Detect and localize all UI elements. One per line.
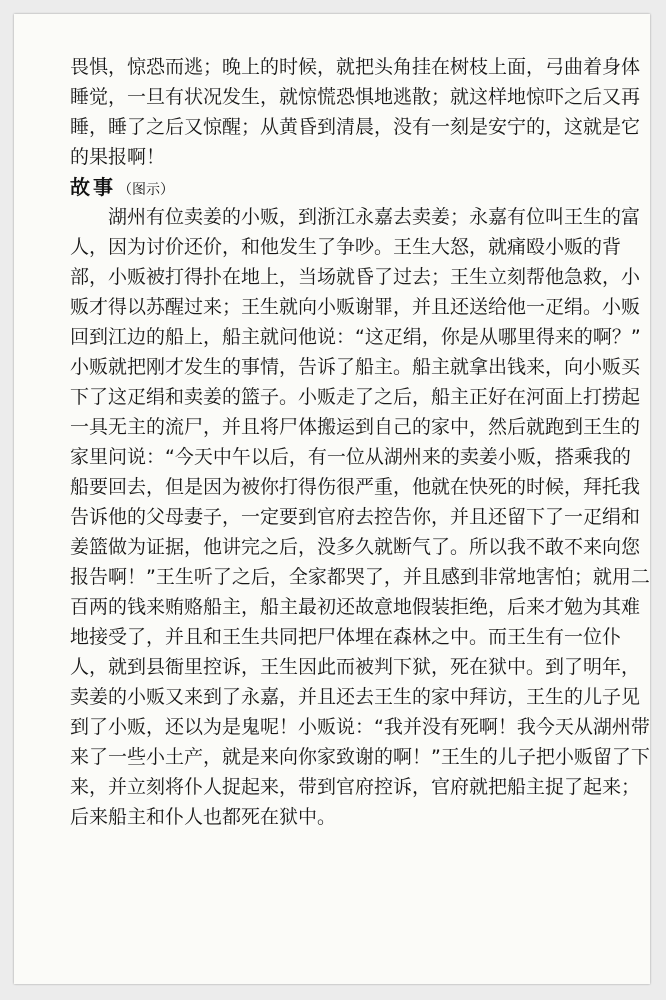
paragraph-line: 部，小贩被打得扑在地上，当场就昏了过去；王生立刻帮他急救，小	[70, 266, 641, 288]
text-block	[70, 52, 650, 832]
paragraph-line: 睡觉，一旦有状况发生，就惊慌恐惧地逃散；就这样地惊吓之后又再	[70, 86, 641, 108]
paragraph-line: 地接受了，并且和王生共同把尸体埋在森林之中。而王生有一位仆	[70, 626, 622, 648]
paragraph-line: 百两的钱来贿赂船主，船主最初还故意地假装拒绝，后来才勉为其难	[70, 596, 641, 618]
paragraph-line: 小贩就把刚才发生的事情，告诉了船主。船主就拿出钱来，向小贩买	[70, 356, 641, 378]
section-heading	[70, 172, 650, 202]
paragraph-line: 人，因为讨价还价，和他发生了争吵。王生大怒，就痛殴小贩的背	[70, 236, 622, 258]
paragraph-line: 睡，睡了之后又惊醒；从黄昏到清晨，没有一刻是安宁的，这就是它	[70, 116, 641, 138]
paragraph-line: 来了一些小土产，就是来向你家致谢的啊！”王生的儿子把小贩留了下	[70, 746, 650, 768]
paragraph-line: 一具无主的流尸，并且将尸体搬运到自己的家中，然后就跑到王生的	[70, 416, 641, 438]
heading-title: 故事	[70, 175, 116, 199]
paragraph-line: 到了小贩，还以为是鬼呢！小贩说：“我并没有死啊！我今天从湖州带	[70, 716, 650, 738]
paragraph-line: 人，就到县衙里控诉，王生因此而被判下狱，死在狱中。到了明年，	[70, 656, 641, 678]
document-page	[14, 14, 650, 984]
paragraph-line: 下了这疋绢和卖姜的篮子。小贩走了之后，船主正好在河面上打捞起	[70, 386, 641, 408]
paragraph-line: 船要回去，但是因为被你打得伤很严重，他就在快死的时候，拜托我	[70, 476, 641, 498]
paragraph-line: 回到江边的船上，船主就问他说：“这疋绢，你是从哪里得来的啊？”	[70, 326, 641, 348]
paragraph-line: 来，并立刻将仆人捉起来，带到官府控诉，官府就把船主捉了起来；	[70, 776, 641, 798]
paragraph-line: 贩才得以苏醒过来；王生就向小贩谢罪，并且还送给他一疋绢。小贩	[70, 296, 641, 318]
paragraph-line: 家里问说：“今天中午以后，有一位从湖州来的卖姜小贩，搭乘我的	[70, 446, 631, 468]
paragraph-line: 湖州有位卖姜的小贩，到浙江永嘉去卖姜；永嘉有位叫王生的富	[108, 206, 641, 228]
paragraph-line: 姜篮做为证据，他讲完之后，没多久就断气了。所以我不敢不来向您	[70, 536, 641, 558]
heading-subtitle: （图示）	[118, 182, 174, 198]
paragraph-line: 告诉他的父母妻子，一定要到官府去控告你，并且还留下了一疋绢和	[70, 506, 641, 528]
paragraph-line: 卖姜的小贩又来到了永嘉，并且还去王生的家中拜访，王生的儿子见	[70, 686, 641, 708]
paragraph-line: 后来船主和仆人也都死在狱中。	[70, 806, 337, 828]
paragraph-line: 的果报啊！	[70, 146, 166, 168]
paragraph-line: 畏惧，惊恐而逃；晚上的时候，就把头角挂在树枝上面，弓曲着身体	[70, 56, 641, 78]
paragraph-line: 报告啊！”王生听了之后，全家都哭了，并且感到非常地害怕；就用二	[70, 566, 650, 588]
